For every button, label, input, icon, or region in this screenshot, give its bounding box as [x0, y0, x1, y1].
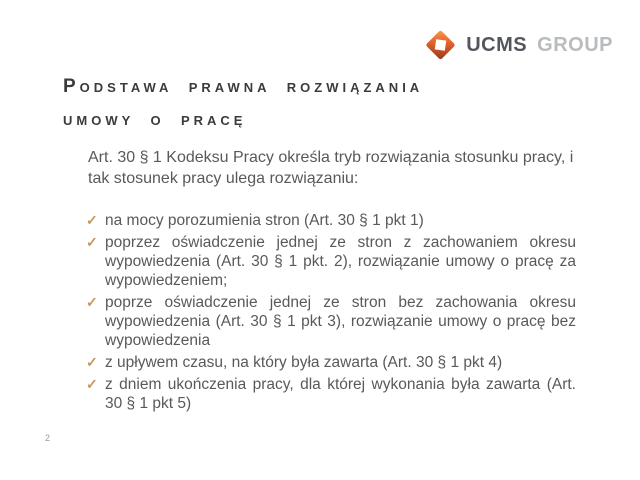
list-item: [88, 375, 576, 413]
logo-name: UCMS: [466, 33, 528, 56]
bullet-list: [88, 211, 576, 416]
list-item-text: na mocy porozumienia stron (Art. 30 § 1 pkt 1): [105, 212, 424, 229]
ucms-diamond-icon: [422, 26, 459, 64]
check-icon: ✓: [86, 294, 98, 310]
page-number: 2: [45, 433, 51, 443]
list-item: [88, 353, 576, 372]
logo-wordmark: [466, 34, 613, 57]
check-icon: ✓: [86, 354, 98, 370]
list-item-text: z upływem czasu, na który była zawarta (Art. 30 § 1 pkt 4): [105, 354, 503, 371]
slide-title-line1: Podstawa prawna rozwiązania: [63, 76, 424, 97]
ucms-group-logo: [422, 26, 613, 64]
check-icon: ✓: [86, 234, 98, 250]
intro-paragraph: Art. 30 § 1 Kodeksu Pracy określa tryb rozwiązania stosunku pracy, i tak stosunek pracy ulega rozwiązaniu:: [88, 149, 574, 187]
logo-suffix: GROUP: [537, 33, 613, 56]
list-item-text: z dniem ukończenia pracy, dla której wykonania była zawarta (Art. 30 § 1 pkt 5): [105, 376, 576, 412]
list-item-text: poprze oświadczenie jednej ze stron bez zachowania okresu wypowiedzenia (Art. 30 § 1 pkt 3), rozwiązanie umowy o pracę bez wypowiedzenia: [105, 294, 576, 349]
list-item: [88, 211, 576, 230]
check-icon: ✓: [86, 376, 98, 392]
list-item: [88, 233, 576, 290]
check-icon: ✓: [86, 212, 98, 228]
list-item: [88, 293, 576, 350]
slide-title-line2: umowy o pracę: [63, 109, 247, 130]
slide-title: [63, 70, 423, 136]
list-item-text: poprzez oświadczenie jednej ze stron z zachowaniem okresu wypowiedzenia (Art. 30 § 1 pkt. 2), rozwiązanie umowy o pracę za wypowiedzeniem;: [105, 234, 576, 289]
